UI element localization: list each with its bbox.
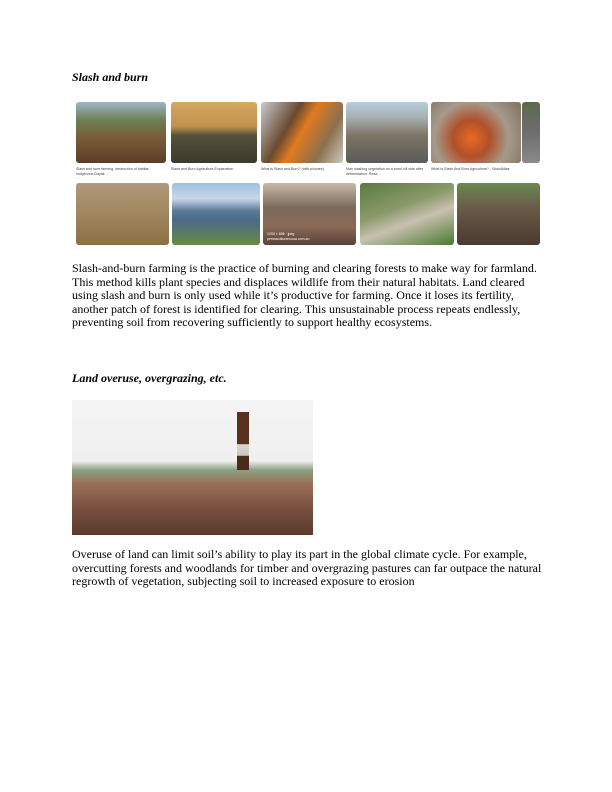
image-size-label: 1200 × 896 · jpeg xyxy=(267,232,295,236)
image-result[interactable] xyxy=(522,102,540,163)
image-caption[interactable]: Man slashing vegetation on a burnt hill side after deforestation. Read ... xyxy=(346,167,424,176)
image-result[interactable] xyxy=(171,102,257,163)
image-caption[interactable]: What is Slash and Burn? (with pictures) xyxy=(261,167,324,171)
person-figure xyxy=(237,412,249,470)
image-result[interactable] xyxy=(346,102,428,163)
heading-slash-and-burn: Slash and burn xyxy=(72,70,149,84)
image-caption[interactable]: Slash and Burn Agriculture Explanation xyxy=(171,167,234,171)
image-result[interactable] xyxy=(263,183,356,245)
image-caption[interactable]: What Is Slash And Burn Agriculture? - WorldAtlas xyxy=(431,167,510,171)
image-result[interactable] xyxy=(457,183,540,245)
image-result[interactable] xyxy=(261,102,343,163)
paragraph-slash-and-burn: Slash-and-burn farming is the practice of burning and clearing forests to make way for farmland. This method kills plant species and displaces wildlife from their natural habitats. Land cleared using slash and burn is only used while it’s productive for farming. Once it loses its fertility, another patch of forest is identified for clearing. This unsustainable process repeats endlessly, preventing soil from recovering sufficiently to support healthy ecosystems. xyxy=(72,261,537,330)
image-result[interactable] xyxy=(76,102,166,163)
paragraph-land-overuse: Overuse of land can limit soil’s ability to play its part in the global climate cycle. For example, overcutting forests and woodlands for timber and overgrazing pastures can far outpace the natural regrowth of vegetation, subjecting soil to increased exposure to erosion xyxy=(72,547,542,589)
image-result[interactable] xyxy=(76,183,169,245)
image-source-label: permaculturenoosa.com.au xyxy=(267,237,310,241)
image-result[interactable] xyxy=(431,102,521,163)
image-caption[interactable]: Slash and burn farming, destruction of habitat, indigenous Dayak ... xyxy=(76,167,150,176)
overgrazing-photo xyxy=(72,400,313,535)
image-result[interactable] xyxy=(360,183,454,245)
image-result[interactable] xyxy=(172,183,260,245)
heading-land-overuse: Land overuse, overgrazing, etc. xyxy=(72,371,227,385)
image-overlay-info xyxy=(267,232,309,242)
